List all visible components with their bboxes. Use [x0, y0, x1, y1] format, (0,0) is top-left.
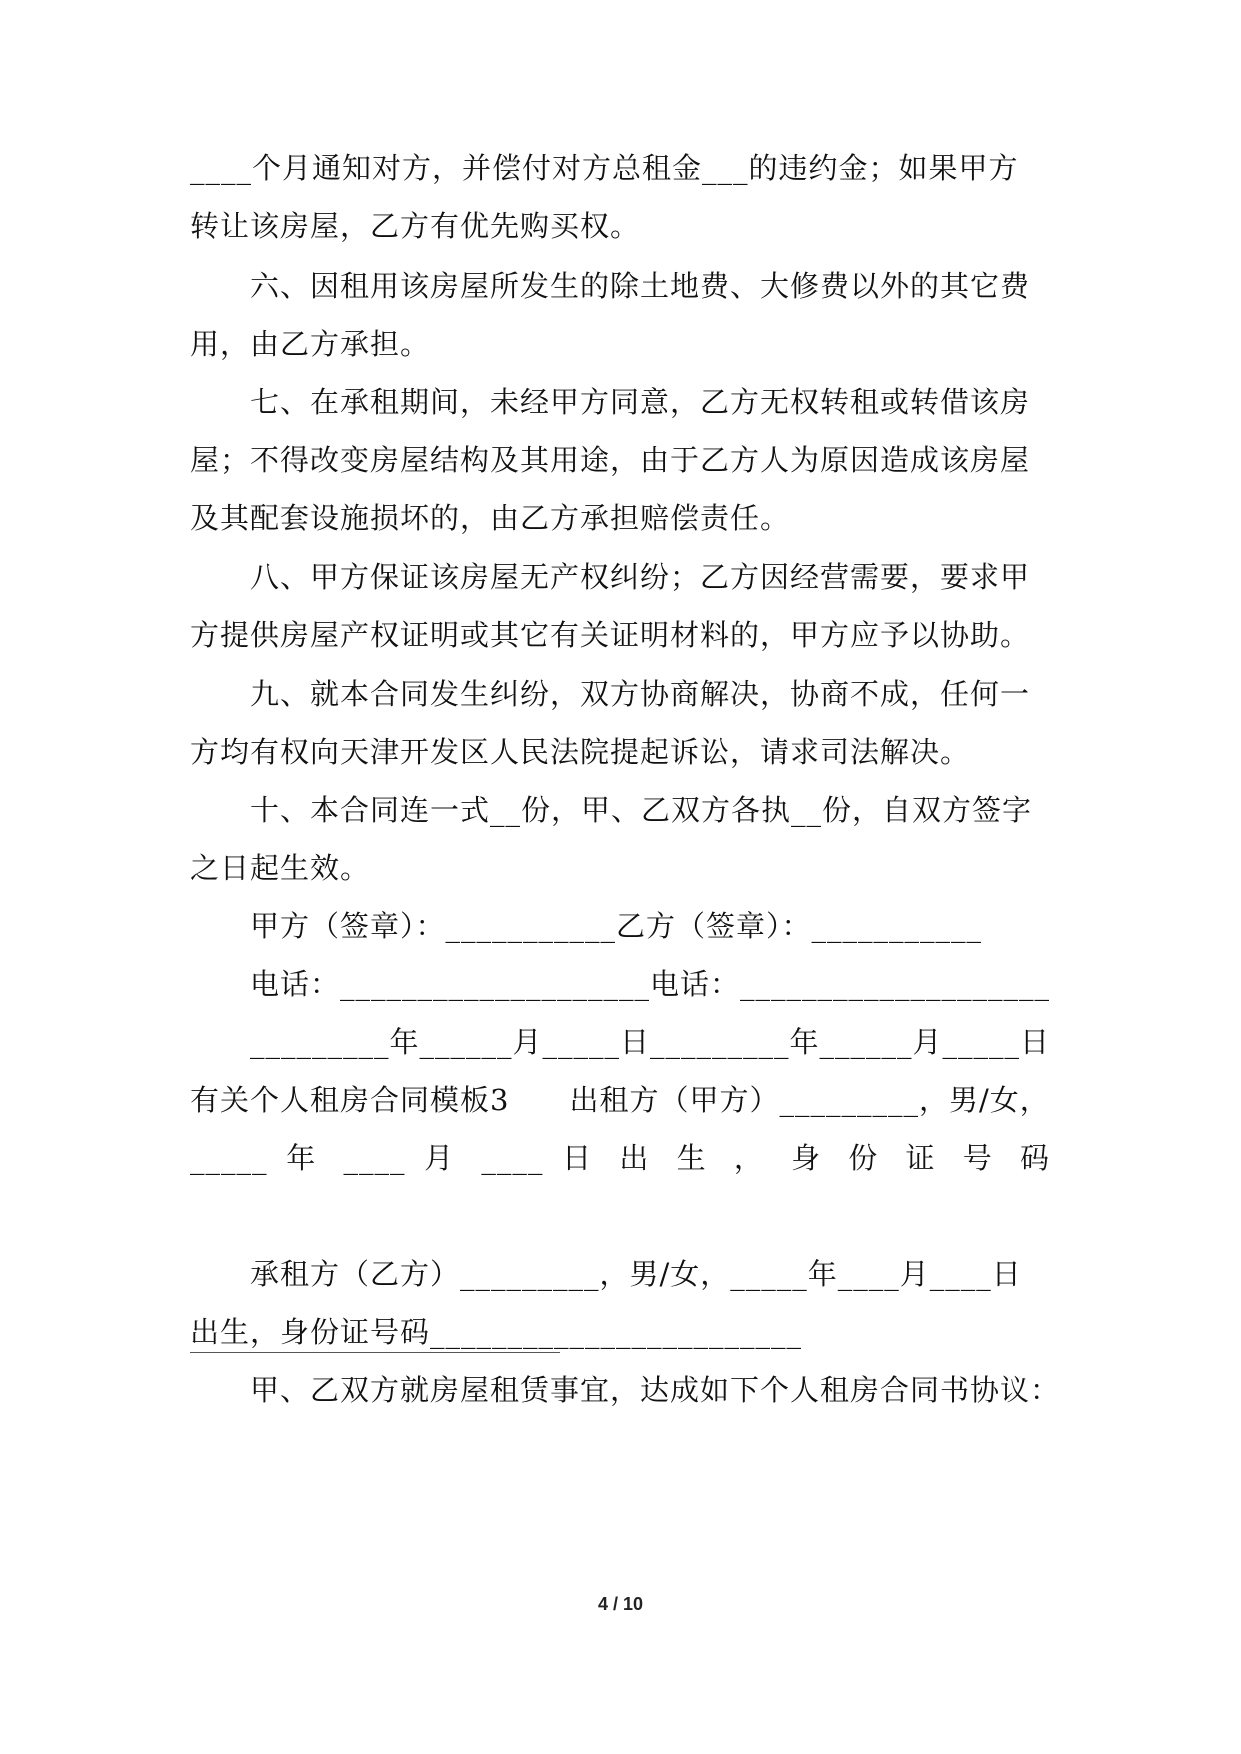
clause-eight: 八、甲方保证该房屋无产权纠纷；乙方因经营需要，要求甲: [250, 560, 1031, 594]
paragraph-line: 方提供房屋产权证明或其它有关证明材料的，甲方应予以协助。: [190, 618, 1031, 652]
paragraph-line: 及其配套设施损坏的，由乙方承担赔偿责任。: [190, 501, 791, 535]
clause-seven: 七、在承租期间，未经甲方同意，乙方无权转租或转借该房: [250, 385, 1031, 419]
id-number-blank: [190, 1352, 560, 1353]
agreement-intro-line: 甲、乙双方就房屋租赁事宜，达成如下个人租房合同书协议：: [250, 1373, 1061, 1407]
signature-line: 甲方（签章）：___________乙方（签章）：___________: [250, 909, 983, 943]
paragraph-line: 出生，身份证号码________________________: [190, 1315, 803, 1349]
clause-six: 六、因租用该房屋所发生的除土地费、大修费以外的其它费: [250, 269, 1031, 303]
paragraph-line: 用，由乙方承担。: [190, 327, 431, 361]
paragraph-line: 屋；不得改变房屋结构及其用途，由于乙方人为原因造成该房屋: [190, 443, 1031, 477]
paragraph-line: 方均有权向天津开发区人民法院提起诉讼，请求司法解决。: [190, 735, 971, 769]
phone-line: 电话：____________________电话：____________________: [250, 967, 1051, 1001]
paragraph-line: ____个月通知对方，并偿付对方总租金___的违约金；如果甲方: [190, 151, 1019, 185]
date-line: _________年______月_____日_________年______月_____日: [250, 1025, 1051, 1059]
paragraph-line: 之日起生效。: [190, 851, 371, 885]
lessee-line: 承租方（乙方）_________，男/女，_____年____月____日: [250, 1257, 1022, 1291]
clause-ten: 十、本合同连一式__份，甲、乙双方各执__份，自双方签字: [250, 793, 1033, 827]
template-heading-line: 有关个人租房合同模板3 出租方（甲方）_________，男/女，: [190, 1083, 1050, 1117]
paragraph-line: 转让该房屋，乙方有优先购买权。: [190, 209, 641, 243]
page-number: 4 / 10: [597, 1594, 644, 1614]
paragraph-line: _____ 年 ____ 月 ____ 日 出 生 ， 身 份 证 号 码: [190, 1141, 1050, 1175]
clause-nine: 九、就本合同发生纠纷，双方协商解决，协商不成，任何一: [250, 677, 1031, 711]
